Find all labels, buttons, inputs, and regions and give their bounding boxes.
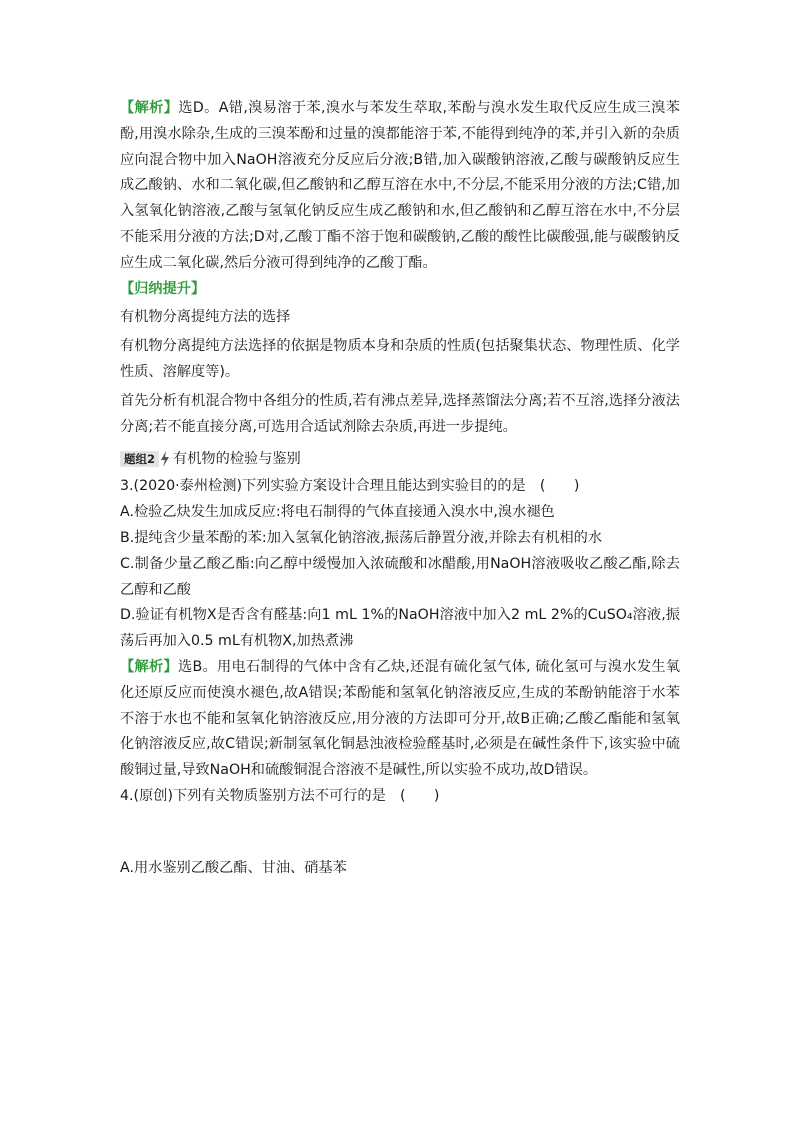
- summary-heading: 有机物分离提纯方法的选择: [120, 309, 291, 326]
- question-3-option-c: C.制备少量乙酸乙酯:向乙醇中缓慢加入浓硫酸和冰醋酸,用NaOH溶液吸收乙酸乙酯,除去乙醇和乙酸: [120, 555, 680, 598]
- question-3-stem: 3.(2020·泰州检测)下列实验方案设计合理且能达到实验目的的是 ( ): [120, 478, 580, 495]
- analysis-3-text: 选B。用电石制得的气体中含有乙炔,还混有硫化氢气体, 硫化氢可与溴水发生氧化还原反应而使溴水褪色,故A错误;苯酚能和氢氧化钠溶液反应,生成的苯酚钠能溶于水苯不溶于水也不能和氢氧化钠溶液反应,用分液的方法即可分开,故B正确;乙酸乙酯能和氢氧化钠溶液反应,故C错误;新制氢氧化铜悬浊液检验醛基时,必须是在碱性条件下,该实验中硫酸铜过量,导致NaOH和硫酸铜混合溶液不是碱性,所以实验不成功,故D错误。: [120, 658, 680, 779]
- summary-tag: 【归纳提升】: [120, 280, 206, 297]
- document-page: [120, 96, 680, 882]
- lightning-icon: [159, 451, 171, 467]
- analysis-1: [120, 96, 680, 277]
- question-3-option-d: D.验证有机物X是否含有醛基:向1 mL 1%的NaOH溶液中加入2 mL 2%的CuSO₄溶液,振荡后再加入0.5 mL有机物X,加热煮沸: [120, 607, 680, 650]
- group-badge: 题组2: [120, 451, 159, 467]
- question-3-option-b: B.提纯含少量苯酚的苯:加入氢氧化钠溶液,振荡后静置分液,并除去有机相的水: [120, 529, 603, 546]
- summary-paragraph-2: 首先分析有机混合物中各组分的性质,若有沸点差异,选择蒸馏法分离;若不互溶,选择分液法分离;若不能直接分离,可选用合适试剂除去杂质,再进一步提纯。: [120, 392, 680, 435]
- analysis-tag: 【解析】: [120, 658, 178, 675]
- group-header: [120, 446, 680, 472]
- question-4-option-a: A.用水鉴别乙酸乙酯、甘油、硝基苯: [120, 859, 347, 876]
- summary-paragraph-1: 有机物分离提纯方法选择的依据是物质本身和杂质的性质(包括聚集状态、物理性质、化学性质、溶解度等)。: [120, 338, 680, 380]
- analysis-3: [120, 655, 680, 784]
- analysis-1-text: 选D。A错,溴易溶于苯,溴水与苯发生萃取,苯酚与溴水发生取代反应生成三溴苯酚,用溴水除杂,生成的三溴苯酚和过量的溴都能溶于苯,不能得到纯净的苯,并引入新的杂质应向混合物中加入NaOH溶液充分反应后分液;B错,加入碳酸钠溶液,乙酸与碳酸钠反应生成乙酸钠、水和二氧化碳,但乙酸钠和乙醇互溶在水中,不分层,不能采用分液的方法;C错,加入氢氧化钠溶液,乙酸与氢氧化钠反应生成乙酸钠和水,但乙酸钠和乙醇互溶在水中,不分层不能采用分液的方法;D对,乙酸丁酯不溶于饱和碳酸钠,乙酸的酸性比碳酸强,能与碳酸钠反应生成二氧化碳,然后分液可得到纯净的乙酸丁酯。: [120, 100, 680, 271]
- analysis-tag: 【解析】: [120, 100, 179, 116]
- group-title: 有机物的检验与鉴别: [173, 451, 301, 468]
- question-4-stem: 4.(原创)下列有关物质鉴别方法不可行的是 ( ): [120, 787, 440, 804]
- question-3-option-a: A.检验乙炔发生加成反应:将电石制得的气体直接通入溴水中,溴水褪色: [120, 504, 555, 521]
- summary-tag-line: [120, 277, 680, 303]
